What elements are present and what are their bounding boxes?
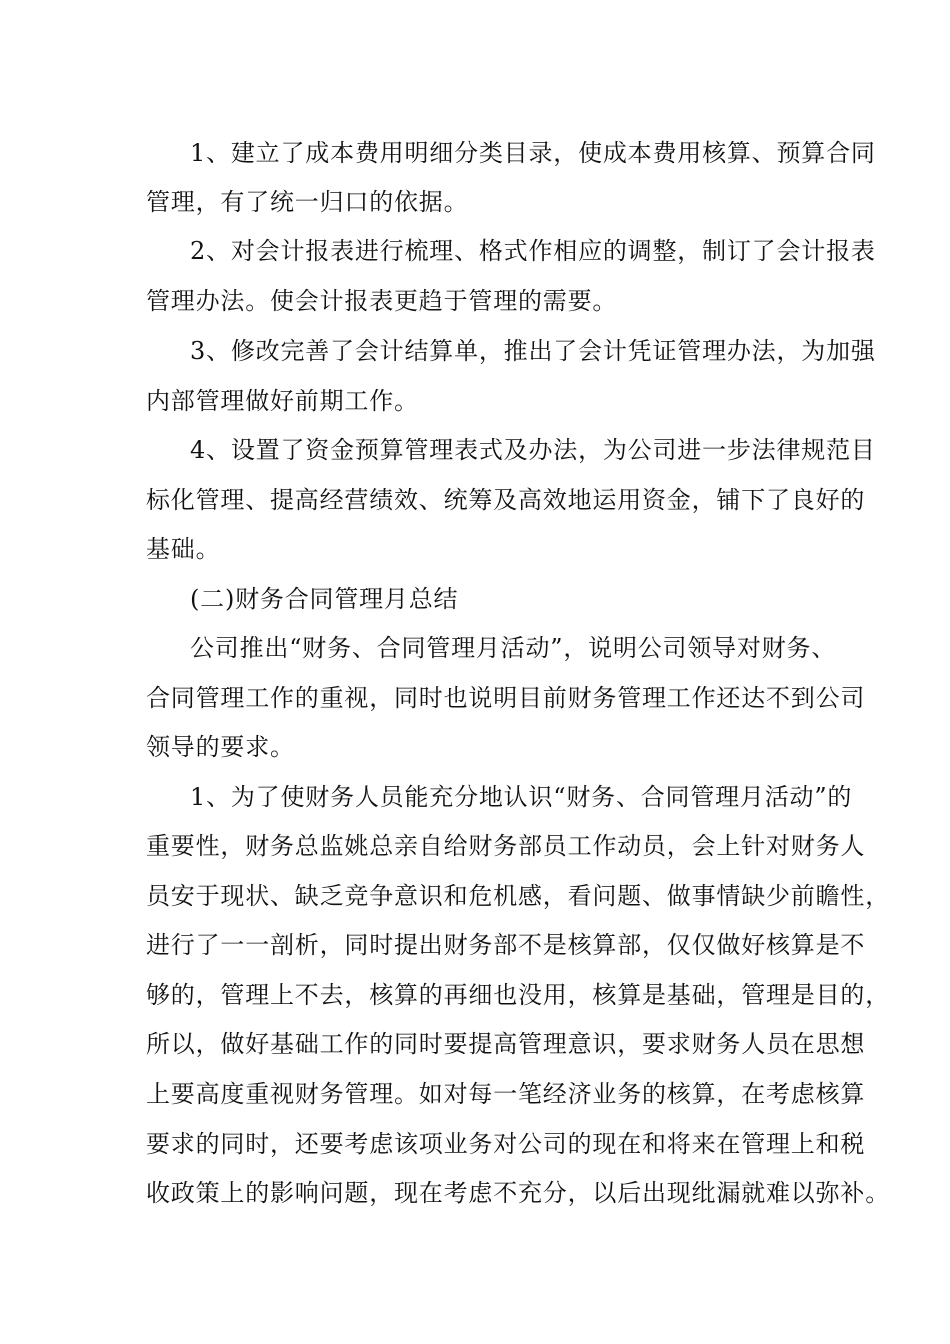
paragraph-3-line-2: 内部管理做好前期工作。 (146, 387, 419, 415)
paragraph-6-line-4: 进行了一一剖析，同时提出财务部不是核算部，仅仅做好核算是不 (146, 931, 866, 959)
paragraph-2-line-2: 管理办法。使会计报表更趋于管理的需要。 (146, 287, 618, 315)
paragraph-6-line-3: 员安于现状、缺乏竞争意识和危机感，看问题、做事情缺少前瞻性， (146, 882, 890, 910)
paragraph-6-line-9: 收政策上的影响问题，现在考虑不充分，以后出现纰漏就难以弥补。 (146, 1179, 890, 1207)
paragraph-6-line-8: 要求的同时，还要考虑该项业务对公司的现在和将来在管理上和税 (146, 1130, 866, 1158)
paragraph-1-line-2: 管理，有了统一归口的依据。 (146, 188, 469, 216)
paragraph-6-line-1: 1、为了使财务人员能充分地认识“财务、合同管理月活动”的 (190, 783, 853, 811)
paragraph-6-line-2: 重要性，财务总监姚总亲自给财务部员工作动员，会上针对财务人 (146, 832, 866, 860)
paragraph-5-line-3: 领导的要求。 (146, 733, 295, 761)
paragraph-6-line-5: 够的，管理上不去，核算的再细也没用，核算是基础，管理是目的， (146, 981, 890, 1009)
paragraph-2-line-1: 2、对会计报表进行梳理、格式作相应的调整，制订了会计报表 (190, 237, 876, 265)
paragraph-3-line-1: 3、修改完善了会计结算单，推出了会计凭证管理办法，为加强 (190, 337, 876, 365)
paragraph-4-line-2: 标化管理、提高经营绩效、统筹及高效地运用资金，铺下了良好的 (146, 486, 866, 514)
paragraph-4-line-3: 基础。 (146, 535, 221, 563)
paragraph-1-line-1: 1、建立了成本费用明细分类目录，使成本费用核算、预算合同 (190, 139, 876, 167)
paragraph-6-line-6: 所以，做好基础工作的同时要提高管理意识，要求财务人员在思想 (146, 1030, 866, 1058)
paragraph-4-line-1: 4、设置了资金预算管理表式及办法，为公司进一步法律规范目 (190, 436, 876, 464)
section-heading: (二)财务合同管理月总结 (190, 585, 459, 613)
paragraph-5-line-2: 合同管理工作的重视，同时也说明目前财务管理工作还达不到公司 (146, 684, 866, 712)
paragraph-5-line-1: 公司推出“财务、合同管理月活动”，说明公司领导对财务、 (190, 634, 837, 662)
paragraph-6-line-7: 上要高度重视财务管理。如对每一笔经济业务的核算，在考虑核算 (146, 1080, 866, 1108)
